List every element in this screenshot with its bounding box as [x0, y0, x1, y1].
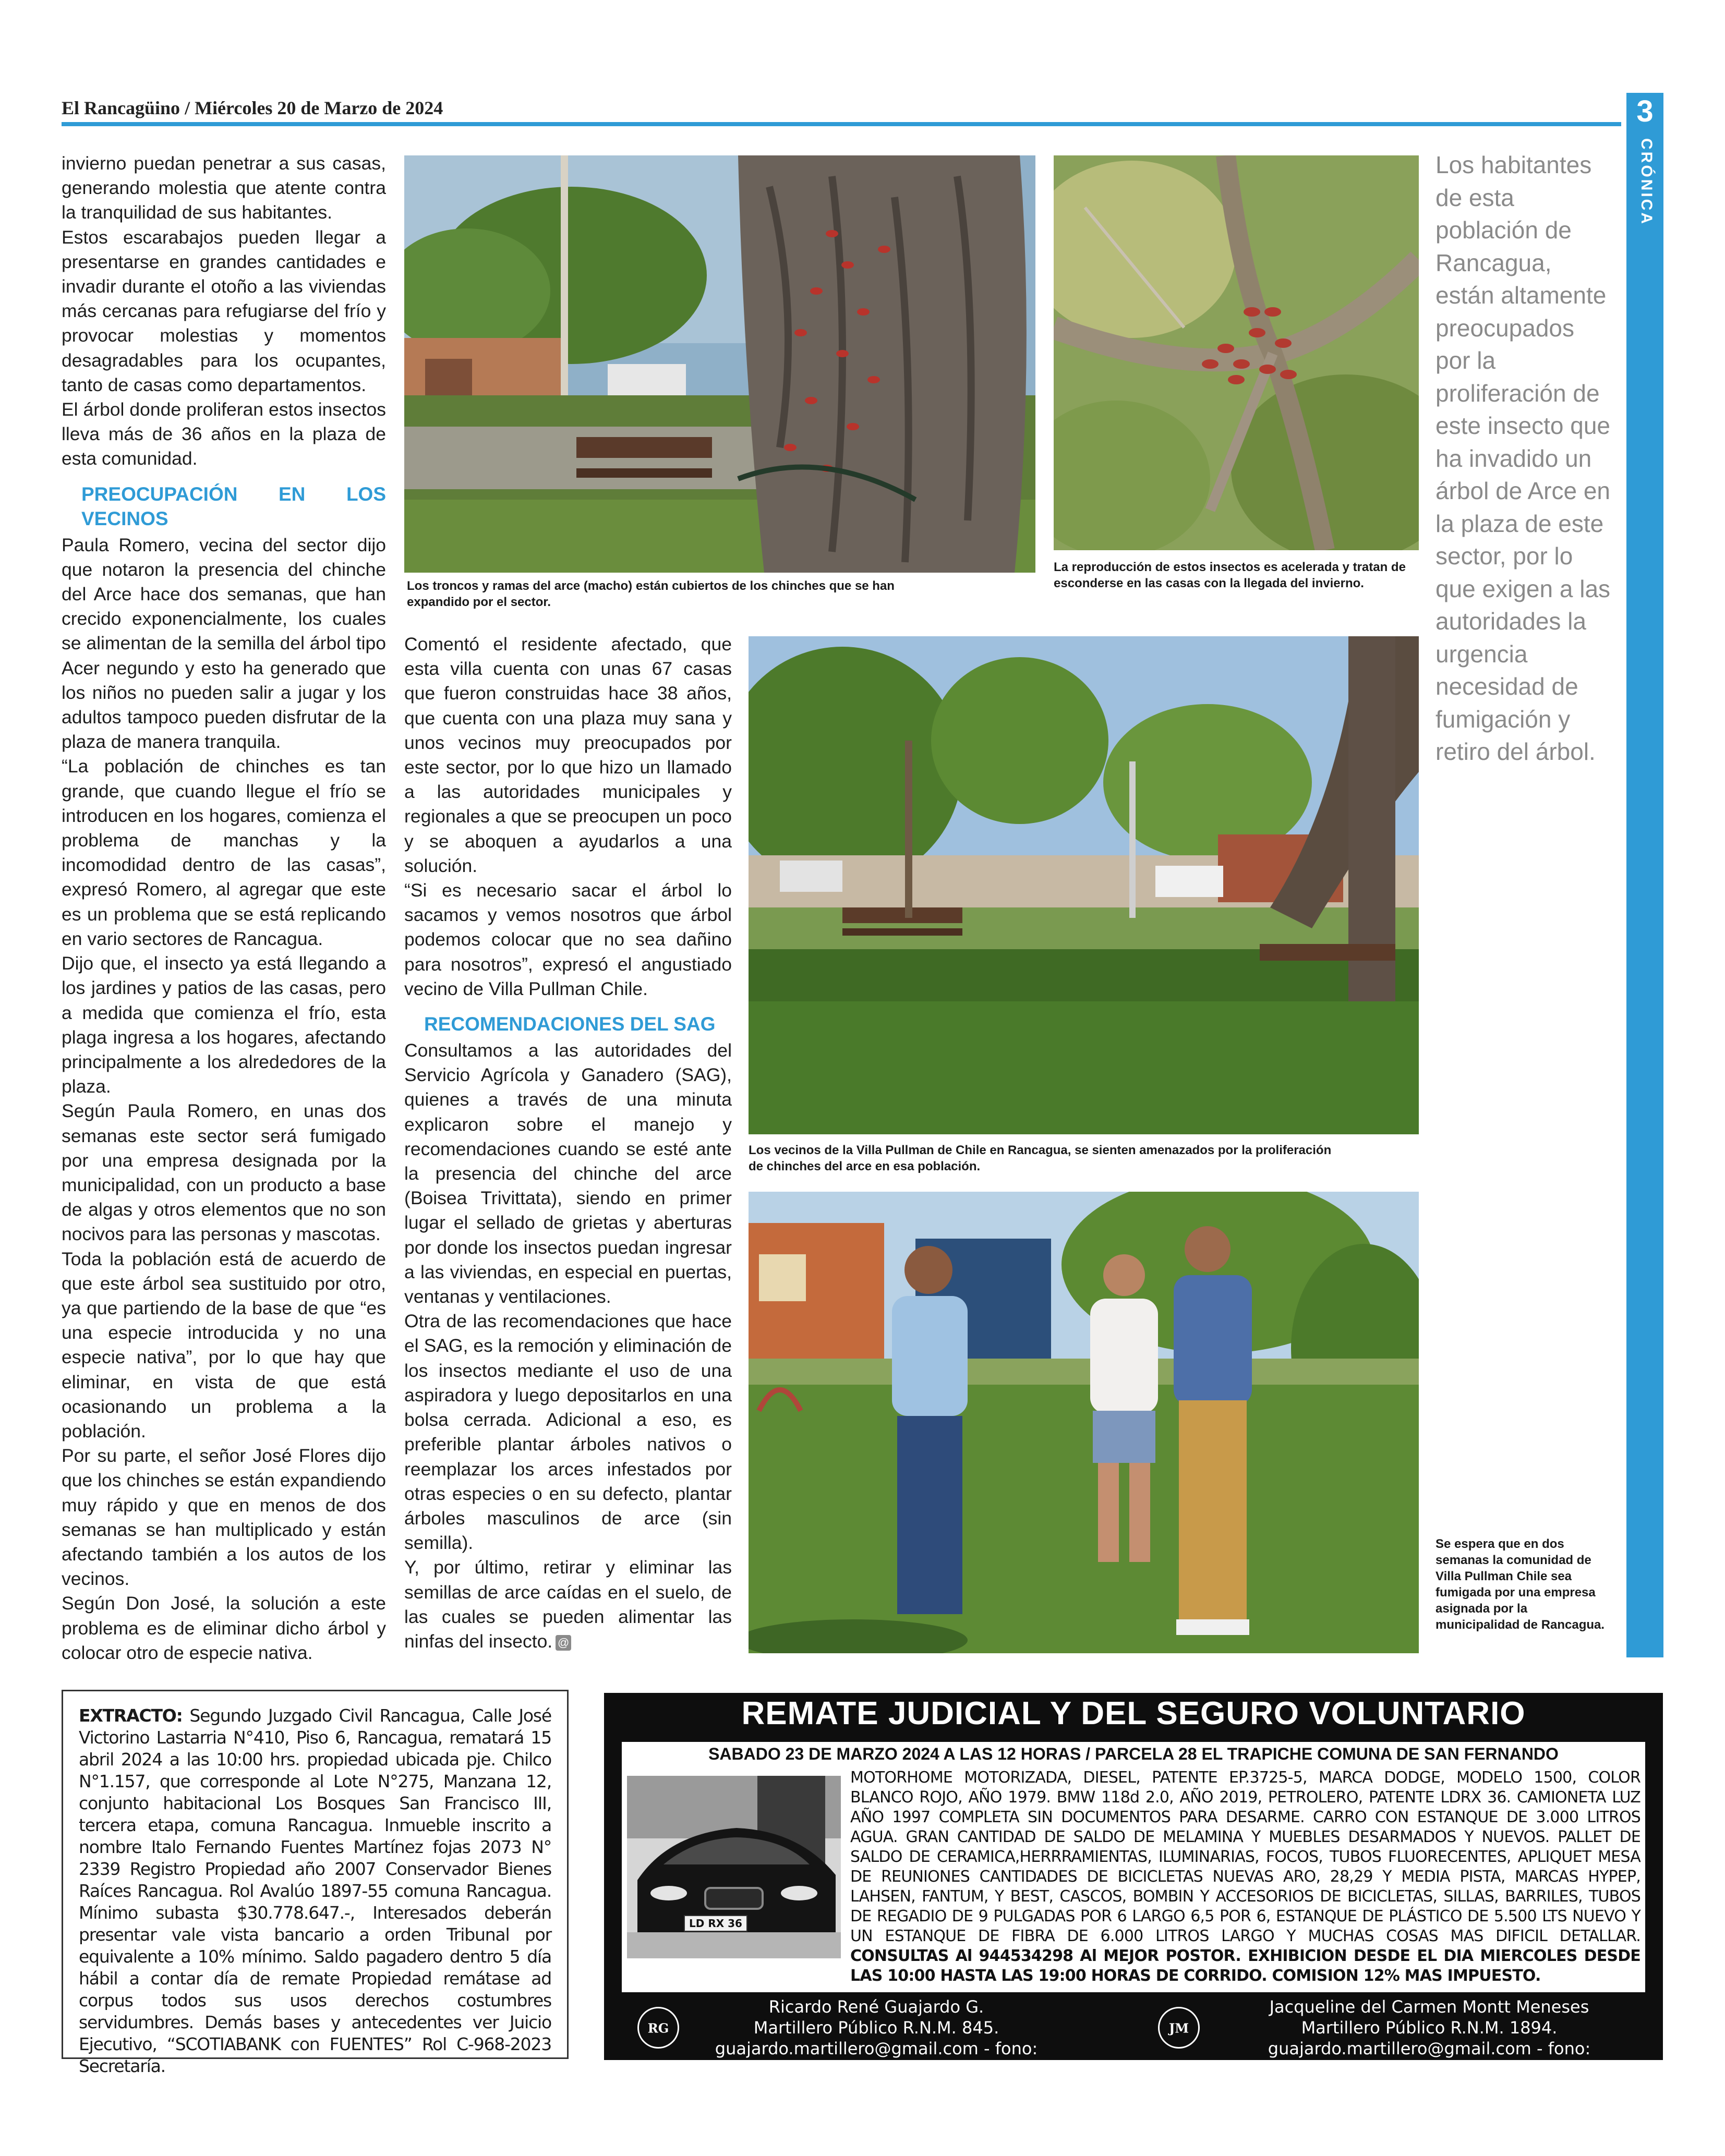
auction-subtitle: SABADO 23 DE MARZO 2024 A LAS 12 HORAS / PARCELA 28 EL TRAPICHE COMUNA DE SAN FERNANDO: [708, 1745, 1559, 1763]
auctioneer-2-contact[interactable]: guajardo.martillero@gmail.com - fono: 944534298.: [1268, 2039, 1591, 2079]
seal-1-monogram: RG: [647, 2020, 669, 2036]
license-plate: LD RX 36: [689, 1917, 742, 1930]
auctioneer-1-contact[interactable]: guajardo.martillero@gmail.com - fono: 944534298.: [715, 2039, 1038, 2079]
auction-title: REMATE JUDICIAL Y DEL SEGURO VOLUNTARIO: [741, 1695, 1526, 1731]
closing-sentence: Y, por último, retirar y eliminar las semillas de arce caídas en el suelo, de las cuales se pueden alimentar las ninfas del insecto.: [404, 1557, 732, 1652]
seal-2-monogram: JM: [1169, 2020, 1189, 2036]
photo-tree-trunk: [404, 155, 1035, 573]
paragraph: El árbol donde proliferan estos insectos lleva más de 36 años en la plaza de esta comunidad.: [62, 399, 386, 469]
subheading-preocupacion: PREOCUPACIÓN EN LOS VECINOS: [81, 483, 386, 529]
auctioneer-1-title: Martillero Público R.N.M. 845.: [753, 2018, 999, 2038]
header-rule: [62, 122, 1621, 126]
end-mark-icon: @: [556, 1635, 571, 1651]
car-photo: [627, 1776, 841, 1958]
auction-description: [850, 1768, 1640, 1986]
extracto-text: Segundo Juzgado Civil Rancagua, Calle José Victorino Lastarria N°410, Piso 6, Rancagua, rematará 15 abril 2024 a las 10:00 hrs. propiedad ubicada pje. Chilco N°1.157, que corresponde al Lote N°275, Manzana 12, conjunto habitacional Los Bosques San Francisco III, tercera etapa, comuna Rancagua. Inmueble inscrito a nombre Italo Fernando Fuentes Martínez fojas 2073 N° 2339 Registro Propiedad año 2007 Conservador Bienes Raíces Rancagua. Rol Avalúo 1897-55 comuna Rancagua. Mínimo subasta $30.778.647.-, Interesados deberán presentar vale vista bancario a orden Tribunal por equivalente a 10% mínimo. Saldo pagadero dentro 5 día hábil a contar día de remate Propiedad remátase ad corpus todos sus usos derechos costumbres servidumbres. Demás bases y antecedentes ver Juicio Ejecutivo, “SCOTIABANK con FUENTES” Rol C-968-2023 Secretaría.: [79, 1705, 551, 2076]
auction-items: MOTORHOME MOTORIZADA, DIESEL, PATENTE EP.3725-5, MARCA DODGE, MODELO 1500, COLOR BLANCO ROJO, AÑO 1979. BMW 118d 2.0, AÑO 2019, PETROLERO, PATENTE LDRX 36. CAMIONETA LUZ AÑO 1997 COMPLETA SIN DOCUMENTOS PARA DESARME. CARRO CON ESTANQUE DE 3.000 LITROS AGUA. GRAN CANTIDAD DE SALDO DE MELAMINA Y MUEBLES DESARMADOS Y NUEVOS. PALLET DE SALDO DE CERAMICA,HERRRAMIENTAS, ILUMINARIAS, FOCOS, TUBOS FLUORECENTES, APLIQUET MESA DE REUNIONES CANTIDADES DE BICICLETAS NUEVAS ARO, 28,29 Y MEDIA PISTA, MARCAS HYPEP, LAHSEN, FANTUM, Y BEST, CASCOS, BOMBIN Y ACCESORIOS DE BICICLETAS, SILLAS, BARRILES, TUBOS DE REGADIO DE 9 PULGADAS POR 6 LARGO 6,5 POR 6, ESTANQUE DE PLÁSTICO DE 5.500 LTS NUEVO Y UN ESTANQUE DE FIBRA DE 6.000 LITROS LARGO Y MUCHAS COSAS MAS DIFICIL DETALLAR.: [850, 1769, 1640, 1945]
paragraph: Comentó el residente afectado, que esta villa cuenta con unas 67 casas que fueron construidas hace 38 años, que cuenta con una plaza muy sana y unos vecinos muy preocupados por este sector, por lo que hizo un llamado a las autoridades municipales y regionales a que se preocupen un poco y se aboquen a ayudarlos a una solución.: [404, 634, 732, 876]
subheading-recomendaciones: RECOMENDACIONES DEL SAG: [424, 1013, 716, 1035]
auctioneer-1-name: Ricardo René Guajardo G.: [768, 1997, 984, 2017]
paragraph: Por su parte, el señor José Flores dijo que los chinches se están expandiendo muy rápido y que en menos de dos semanas se han multiplicado y están afectando también a los autos de los vecinos.: [62, 1445, 386, 1590]
auction-consult: CONSULTAS Al 944534298 Al MEJOR POSTOR. EXHIBICION DESDE EL DIA MIERCOLES DESDE LAS 10:00 HASTA LAS 19:00 HORAS DE CORRIDO. COMISION 12% MAS IMPUESTO.: [850, 1947, 1640, 1985]
auctioneer-seal-2-icon: [1158, 2007, 1200, 2049]
pull-quote: Los habitantes de esta población de Rancagua, están altamente preocupados por la proliferación de este insecto que ha invadido un árbol de Arce en la plaza de este sector, por lo que exigen a las autoridades la urgencia necesidad de fumigación y retiro del árbol.: [1436, 151, 1611, 765]
extracto-label: EXTRACTO:: [79, 1705, 183, 1726]
paragraph: Consultamos a las autoridades del Servicio Agrícola y Ganadero (SAG), quienes a través de una minuta explicaron sobre el manejo y recomendaciones cuando se esté ante la presencia del chinche del arce (Boisea Trivittata), siendo en primer lugar el sellado de grietas y aberturas por donde los insectos puedan ingresar a las viviendas, en especial en puertas, ventanas y ventilaciones.: [404, 1040, 732, 1307]
caption-photo-4: Se espera que en dos semanas la comunidad de Villa Pullman Chile sea fumigada por una empresa asignada por la municipalidad de Rancagua.: [1436, 1537, 1605, 1632]
caption-photo-2: La reproducción de estos insectos es acelerada y tratan de esconderse en las casas con la llegada del invierno.: [1054, 560, 1406, 590]
auctioneer-1: [689, 1996, 1064, 2080]
issue-date: Miércoles 20 de Marzo de 2024: [195, 98, 443, 118]
auctioneer-2-title: Martillero Público R.N.M. 1894.: [1301, 2018, 1558, 2038]
paragraph: invierno puedan penetrar a sus casas, generando molestia que atente contra la tranquilidad de sus habitantes.: [62, 153, 386, 223]
page-number: 3: [1636, 94, 1654, 128]
auctioneer-2: [1215, 1996, 1643, 2080]
auctioneer-seal-1-icon: [637, 2007, 679, 2049]
paragraph: Toda la población está de acuerdo de que este árbol sea sustituido por otro, ya que partiendo de la base de que “es una especie introducida y no una especie nativa”, por lo que hay que eliminar, en vista de que está ocasionando un problema a la población.: [62, 1248, 386, 1442]
header-separator: /: [185, 98, 190, 118]
page-header: [62, 97, 443, 119]
caption-photo-3: Los vecinos de la Villa Pullman de Chile en Rancagua, se sienten amenazados por la proliferación de chinches del arce en esa población.: [749, 1143, 1332, 1173]
paragraph: Paula Romero, vecina del sector dijo que notaron la presencia del chinche del Arce hace dos semanas, que han crecido exponencialmente, los cuales se alimentan de la semilla del árbol tipo Acer negundo y esto ha generado que los niños no pueden salir a jugar y los adultos tampoco pueden disfrutar de la plaza de manera tranquila.: [62, 534, 386, 753]
paragraph: Estos escarabajos pueden llegar a presentarse en grandes cantidades e invadir durante el otoño a las viviendas más cercanas para refugiarse del frío y provocar molestias y momentos desagradables para los ocupantes, tanto de casas como departamentos.: [62, 226, 386, 395]
paragraph: [404, 1555, 732, 1654]
article-column-2: [404, 632, 732, 1654]
auctioneer-2-name: Jacqueline del Carmen Montt Meneses: [1269, 1997, 1589, 2017]
paragraph: Otra de las recomendaciones que hace el SAG, es la remoción y eliminación de los insectos mediante el uso de una aspiradora y luego depositarlos en una bolsa cerrada. Adicional a eso, es preferible plantar árboles nativos o reemplazar los arces infestados por otras especies o en su defecto, plantar árboles masculinos de arce (sin semilla).: [404, 1311, 732, 1554]
photo-plaza: [749, 636, 1419, 1134]
legal-notice-extracto: [62, 1690, 569, 2076]
photo-neighbours: [749, 1192, 1419, 1653]
paragraph: “La población de chinches es tan grande, que cuando llegue el frío se introducen en los hogares, comienza el problema de manchas y la incomodidad dentro de las casas”, expresó Romero, al agregar que este es un problema que se está replicando en vario sectores de Rancagua.: [62, 756, 386, 949]
section-tab: [1626, 93, 1663, 1657]
paragraph: Dijo que, el insecto ya está llegando a los jardines y patios de las casas, pero a medida que comienza el frío, esta plaga ingresa a los hogares, afectando principalmente a los alrededores de la plaza.: [62, 953, 386, 1097]
photo-branch-closeup: [1054, 155, 1419, 550]
paragraph: Según Paula Romero, en unas dos semanas este sector será fumigado por una empresa designada por la municipalidad, con un producto a base de algas y otros elementos que no son nocivos para las personas y mascotas.: [62, 1100, 386, 1245]
paragraph: “Si es necesario sacar el árbol lo sacamos y vemos nosotros que árbol podemos colocar que no sea dañino para nosotros”, expresó el angustiado vecino de Villa Pullman Chile.: [404, 880, 732, 999]
paragraph: Según Don José, la solución a este problema es de eliminar dicho árbol y colocar otro de especie nativa.: [62, 1593, 386, 1663]
caption-photo-1: Los troncos y ramas del arce (macho) están cubiertos de los chinches que se han expandido por el sector.: [407, 579, 895, 609]
section-label: CRÓNICA: [1638, 138, 1655, 226]
paper-name: El Rancagüino: [62, 98, 180, 118]
article-column-1: [62, 151, 386, 1665]
